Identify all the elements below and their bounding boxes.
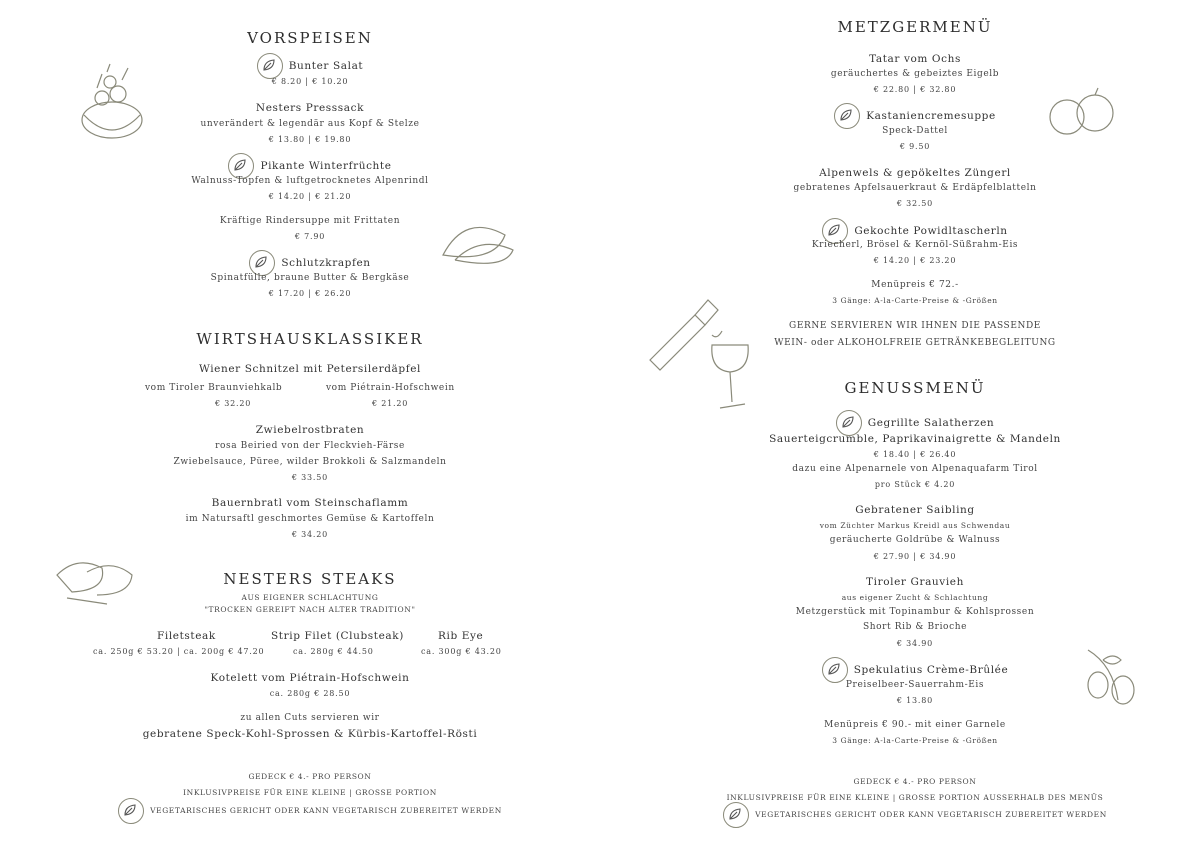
side-intro: zu allen Cuts servieren wir: [240, 713, 380, 723]
dish-extra: dazu eine Alpenarnele von Alpenaquafarm Tirol: [792, 464, 1038, 474]
menu-price: Menüpreis € 90.- mit einer Garnele: [824, 720, 1006, 730]
footer-inkl: INKLUSIVPREISE FÜR EINE KLEINE | GROSSE PORTION AUSSERHALB DES MENÜS: [726, 793, 1104, 802]
dish-price: € 27.90 | € 34.90: [873, 552, 957, 561]
dish-desc: aus eigener Zucht & Schlachtung: [841, 593, 989, 602]
dish-price: € 34.90: [896, 639, 934, 648]
dish-option: vom Piétrain-Hofschwein: [326, 383, 455, 393]
dish-name: Kräftige Rindersuppe mit Frittaten: [219, 216, 401, 226]
dish-desc: Zwiebelsauce, Püree, wilder Brokkoli & Salzmandeln: [173, 457, 447, 467]
dish-option: vom Tiroler Braunviehkalb: [145, 383, 283, 393]
section-heading: NESTERS STEAKS: [223, 570, 397, 588]
dish-name: Kotelett vom Piétrain-Hofschwein: [210, 672, 410, 684]
dish-name: Gebratener Saibling: [855, 504, 975, 516]
dish-name: Gegrillte Salatherzen: [690, 410, 1140, 436]
dish-name: Kastaniencremesuppe: [690, 103, 1140, 129]
dish-name: Nesters Presssack: [255, 102, 365, 114]
dish-price: € 13.80 | € 19.80: [268, 135, 352, 144]
dish-name: Bunter Salat: [75, 53, 545, 79]
dish-desc: gebratenes Apfelsauerkraut & Erdäpfelblatteln: [793, 183, 1037, 193]
section-subtitle: AUS EIGENER SCHLACHTUNG: [241, 593, 379, 602]
footer-inkl: INKLUSIVPREISE FÜR EINE KLEINE | GROSSE PORTION: [183, 788, 437, 797]
steak-name: Rib Eye: [438, 630, 484, 642]
drinks-note: WEIN- oder ALKOHOLFREIE GETRÄNKEBEGLEITUNG: [774, 338, 1056, 348]
section-heading: GENUSSMENÜ: [844, 379, 986, 397]
dish-desc: Preiselbeer-Sauerrahm-Eis: [845, 680, 985, 690]
dish-desc: Sauerteigcrumble, Paprikavinaigrette & Mandeln: [769, 433, 1061, 445]
dish-price: € 8.20 | € 10.20: [271, 77, 349, 86]
footer-gedeck: GEDECK € 4.- PRO PERSON: [853, 777, 977, 786]
dish-desc: geräucherte Goldrübe & Walnuss: [829, 535, 1001, 545]
leaf-icon: [257, 53, 283, 79]
dish-price: ca. 280g € 28.50: [269, 689, 351, 698]
dish-name: Bauernbratl vom Steinschaflamm: [211, 497, 409, 509]
dish-price: € 22.80 | € 32.80: [873, 85, 957, 94]
dish-desc: geräuchertes & gebeiztes Eigelb: [830, 69, 1000, 79]
dish-desc: Kriecherl, Brösel & Kernöl-Süßrahm-Eis: [811, 240, 1019, 250]
dish-price: € 7.90: [294, 232, 326, 241]
menu-price: Menüpreis € 72.-: [871, 280, 959, 290]
menu-note: 3 Gänge: A-la-Carte-Preise & -Größen: [832, 736, 998, 745]
left-page: [75, 0, 545, 843]
dish-name: Schlutzkrapfen: [75, 250, 545, 276]
dish-price: € 14.20 | € 23.20: [873, 256, 957, 265]
dish-desc: Metzgerstück mit Topinambur & Kohlsprossen: [795, 607, 1035, 617]
section-subtitle: "TROCKEN GEREIFT NACH ALTER TRADITION": [204, 605, 416, 614]
dish-name: Zwiebelrostbraten: [255, 424, 365, 436]
dish-price: € 33.50: [291, 473, 329, 482]
dish-desc: Speck-Dattel: [882, 126, 948, 136]
dish-price: € 17.20 | € 26.20: [268, 289, 352, 298]
dish-name: Gekochte Powidltascherln: [690, 218, 1140, 244]
leaf-icon: [118, 798, 144, 824]
dish-price: € 18.40 | € 26.40: [873, 450, 957, 459]
menu-note: 3 Gänge: A-la-Carte-Preise & -Größen: [832, 296, 998, 305]
dish-name: Pikante Winterfrüchte: [75, 153, 545, 179]
leaf-icon: [723, 802, 749, 828]
dish-desc: vom Züchter Markus Kreidl aus Schwendau: [819, 521, 1011, 530]
dish-name: Wiener Schnitzel mit Petersilerdäpfel: [199, 363, 421, 375]
steak-name: Strip Filet (Clubsteak): [271, 630, 404, 642]
side-dish: gebratene Speck-Kohl-Sprossen & Kürbis-Kartoffel-Rösti: [142, 728, 478, 740]
dish-price: € 9.50: [899, 142, 931, 151]
section-heading: VORSPEISEN: [247, 29, 373, 47]
dish-price: € 34.20: [291, 530, 329, 539]
dish-desc: Spinatfülle, braune Butter & Bergkäse: [210, 273, 410, 283]
dish-desc: unverändert & legendär aus Kopf & Stelze: [200, 119, 420, 129]
dish-name: Tatar vom Ochs: [869, 53, 961, 65]
steak-price: ca. 280g € 44.50: [293, 647, 374, 656]
section-heading: WIRTSHAUSKLASSIKER: [196, 330, 424, 348]
footer-veg: VEGETARISCHES GERICHT ODER KANN VEGETARISCH ZUBEREITET WERDEN: [690, 802, 1140, 828]
dish-price: € 14.20 | € 21.20: [268, 192, 352, 201]
dish-name: Tiroler Grauvieh: [866, 576, 964, 588]
steak-name: Filetsteak: [157, 630, 216, 642]
footer-veg: VEGETARISCHES GERICHT ODER KANN VEGETARISCH ZUBEREITET WERDEN: [75, 798, 545, 824]
dish-name: Alpenwels & gepökeltes Züngerl: [819, 167, 1011, 179]
dish-desc: rosa Beiried von der Fleckvieh-Färse: [215, 441, 405, 451]
section-heading: METZGERMENÜ: [837, 18, 993, 36]
steak-price: ca. 250g € 53.20 | ca. 200g € 47.20: [93, 647, 265, 656]
footer-gedeck: GEDECK € 4.- PRO PERSON: [248, 772, 372, 781]
dish-price: € 13.80: [896, 696, 934, 705]
dish-desc: Walnuss-Topfen & luftgetrocknetes Alpenrindl: [191, 176, 429, 186]
dish-name: Spekulatius Crème-Brûlée: [690, 657, 1140, 683]
dish-price: € 21.20: [372, 399, 409, 408]
drinks-note: GERNE SERVIEREN WIR IHNEN DIE PASSENDE: [789, 321, 1041, 331]
dish-price: € 32.50: [896, 199, 934, 208]
dish-desc: im Natursaftl geschmortes Gemüse & Kartoffeln: [185, 514, 435, 524]
dish-price: pro Stück € 4.20: [874, 480, 956, 489]
dish-desc: Short Rib & Brioche: [862, 622, 968, 632]
dish-price: € 32.20: [215, 399, 252, 408]
steak-price: ca. 300g € 43.20: [421, 647, 502, 656]
right-page: [690, 0, 1140, 843]
